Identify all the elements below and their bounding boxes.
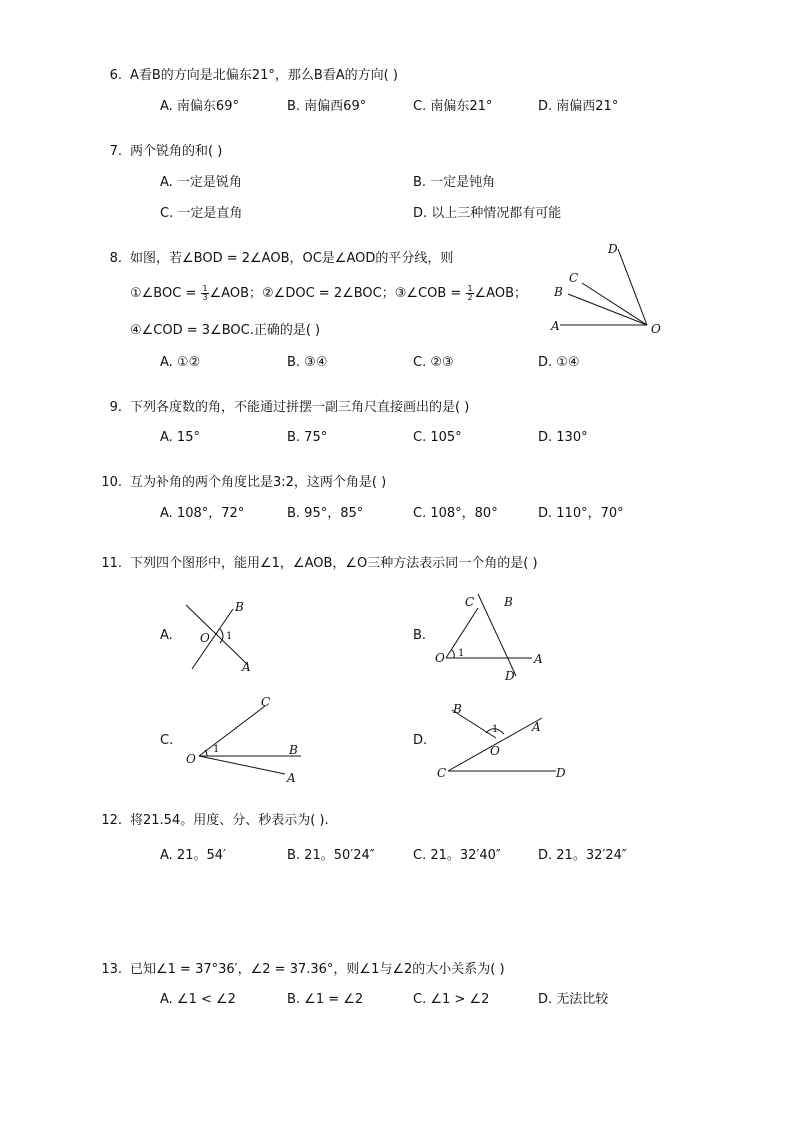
label-1: 1 [492, 724, 499, 735]
question-10 [101, 473, 770, 493]
label-c: C [569, 271, 579, 285]
option-b[interactable]: B. 一定是钝角 [413, 175, 496, 190]
question-stem: A看B的方向是北偏东21°，那么B看A的方向( ) [130, 68, 398, 83]
option-d[interactable]: D. 110°，70° [538, 506, 624, 521]
option-c[interactable]: C. ∠1 > ∠2 [413, 992, 490, 1007]
label-b: B [235, 600, 244, 614]
question-number: 13. [101, 962, 122, 977]
label-o: O [435, 651, 445, 665]
statement-text: ∠AOB； [474, 286, 528, 301]
figure-option-b [432, 590, 557, 685]
option-a[interactable]: A. 南偏东69° [160, 99, 239, 114]
option-d[interactable]: D. 南偏西21° [538, 99, 619, 114]
question-number: 9. [109, 400, 122, 415]
label-a: A [287, 771, 296, 785]
label-d: D [556, 766, 566, 780]
question-stem: 下列各度数的角，不能通过拼摆一副三角尺直接画出的是( ) [130, 400, 470, 415]
question-stem: 下列四个图形中，能用∠1，∠AOB，∠O三种方法表示同一个角的是( ) [130, 556, 538, 571]
option-b[interactable]: B. 75° [287, 430, 328, 445]
figure-option-a [178, 595, 263, 680]
option-d[interactable]: D. [413, 733, 428, 748]
question-9 [109, 398, 770, 418]
option-b[interactable]: B. 南偏西69° [287, 99, 367, 114]
option-c[interactable]: C. 一定是直角 [160, 206, 243, 221]
label-1: 1 [458, 648, 465, 659]
question-number: 8. [109, 251, 122, 266]
option-a[interactable]: A. ①② [160, 355, 201, 370]
question-12 [101, 811, 770, 831]
option-a[interactable]: A. [160, 628, 173, 643]
question-number: 11. [101, 556, 122, 571]
question-stem: 互为补角的两个角度比是3:2，这两个角是( ) [130, 475, 387, 490]
fraction-denominator: 2 [467, 293, 473, 302]
option-c[interactable]: C. 105° [413, 430, 462, 445]
question-number: 6. [109, 68, 122, 83]
question-8-statements [130, 284, 770, 304]
option-a[interactable]: A. 一定是锐角 [160, 175, 242, 190]
fraction-denominator: 3 [202, 293, 208, 302]
option-a[interactable]: A. 21。54′ [160, 848, 226, 863]
label-d: D [608, 242, 618, 256]
statement-text: ∠AOB；②∠DOC = 2∠BOC；③∠COB = [209, 286, 466, 301]
question-number: 12. [101, 813, 122, 828]
option-c[interactable]: C. 21。32′40″ [413, 848, 501, 863]
option-a[interactable]: A. 108°，72° [160, 506, 245, 521]
figure-option-c [183, 692, 313, 787]
fraction-numerator: 1 [202, 284, 208, 293]
option-c[interactable]: C. 108°，80° [413, 506, 498, 521]
label-c: C [465, 595, 475, 609]
statement-text: ④∠COD = 3∠BOC.正确的是( ) [130, 323, 321, 338]
question-6 [109, 66, 770, 86]
option-d[interactable]: D. 130° [538, 430, 588, 445]
option-d[interactable]: D. 21。32′24″ [538, 848, 627, 863]
question-number: 7. [109, 144, 122, 159]
label-a: A [551, 319, 560, 333]
fraction [201, 285, 208, 302]
fraction-numerator: 1 [467, 284, 473, 293]
option-b[interactable]: B. [413, 628, 427, 643]
option-d[interactable]: D. 无法比较 [538, 992, 609, 1007]
question-8 [109, 249, 770, 269]
label-a: A [532, 720, 541, 734]
question-stem: 如图，若∠BOD = 2∠AOB，OC是∠AOD的平分线，则 [130, 251, 454, 266]
question-8-statement-4 [130, 321, 770, 341]
question-11 [101, 554, 770, 574]
question-13 [101, 960, 770, 980]
option-b[interactable]: B. ③④ [287, 355, 328, 370]
figure-option-d [434, 698, 579, 786]
label-d: D [505, 669, 515, 683]
option-b[interactable]: B. 21。50′24″ [287, 848, 375, 863]
label-o: O [651, 322, 661, 336]
label-b: B [289, 743, 298, 757]
label-o: O [186, 752, 196, 766]
label-o: O [200, 631, 210, 645]
label-a: A [242, 660, 251, 674]
label-a: A [534, 652, 543, 666]
statement-text: ①∠BOC = [130, 286, 201, 301]
label-b: B [554, 285, 563, 299]
option-b[interactable]: B. 95°，85° [287, 506, 364, 521]
option-b[interactable]: B. ∠1 = ∠2 [287, 992, 364, 1007]
question-stem: 两个锐角的和( ) [130, 144, 223, 159]
question-7 [109, 142, 770, 162]
option-c[interactable]: C. 南偏东21° [413, 99, 493, 114]
option-d[interactable]: D. 以上三种情况都有可能 [413, 206, 562, 221]
question-stem: 已知∠1 = 37°36′，∠2 = 37.36°，则∠1与∠2的大小关系为( ) [130, 962, 505, 977]
question-stem: 将21.54。用度、分、秒表示为( ). [130, 813, 329, 828]
label-c: C [437, 766, 447, 780]
option-a[interactable]: A. 15° [160, 430, 200, 445]
question-number: 10. [101, 475, 122, 490]
option-d[interactable]: D. ①④ [538, 355, 580, 370]
angle-figure-q8 [540, 236, 670, 341]
label-1: 1 [213, 744, 220, 755]
label-o: O [490, 744, 500, 758]
label-b: B [453, 702, 462, 716]
label-b: B [504, 595, 513, 609]
option-c[interactable]: C. ②③ [413, 355, 454, 370]
label-1: 1 [226, 631, 233, 642]
fraction [466, 285, 473, 302]
option-c[interactable]: C. [160, 733, 174, 748]
option-a[interactable]: A. ∠1 < ∠2 [160, 992, 236, 1007]
label-c: C [261, 695, 271, 709]
